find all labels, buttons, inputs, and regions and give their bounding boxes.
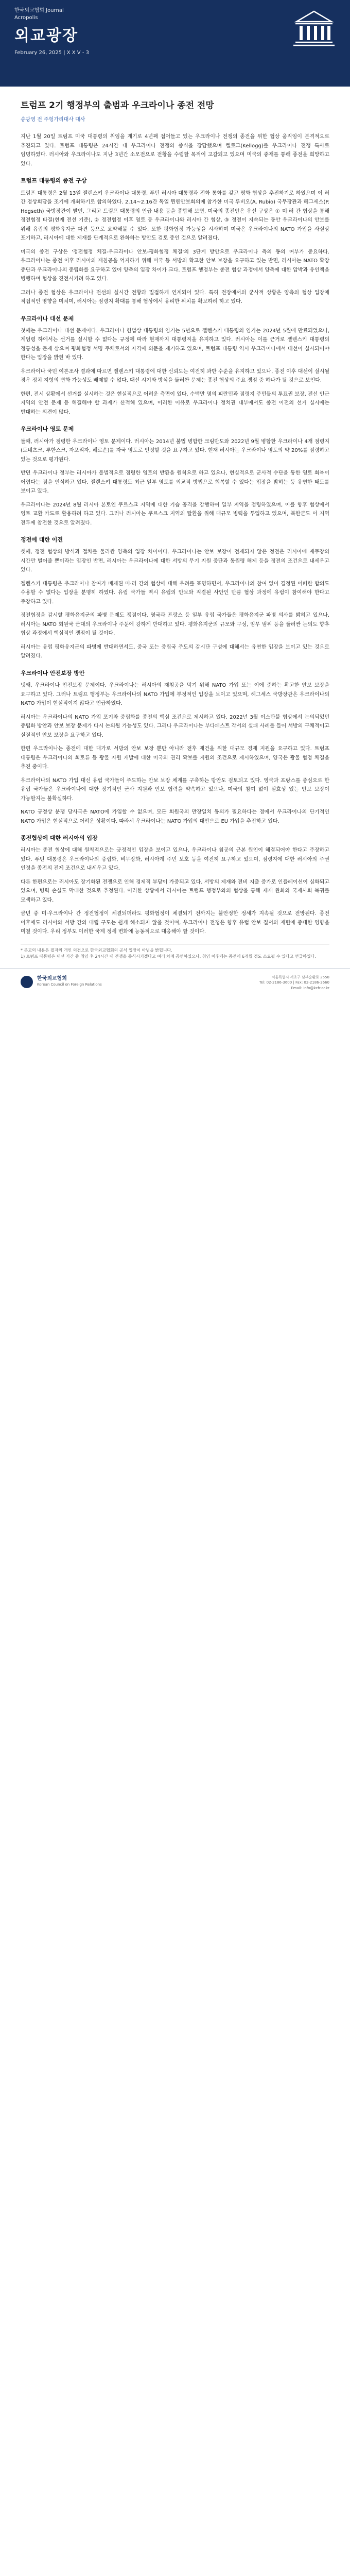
- paragraph: 우크라이나의 NATO 가입 대신 유럽 국가들이 주도하는 안보 보장 체계를 구축하는 방안도 검토되고 있다. 영국과 프랑스를 중심으로 한 유럽 국가들은 우크라이나에 대한 장기적인 군사 지원과 안보 협력을 약속하고 있으나, 미국의 참여 없이 실효성 있는 안보 보장이 가능할지는 불확실하다.: [21, 777, 329, 802]
- paragraph: 러시아는 유럽 평화유지군의 파병에 반대하면서도, 중국 또는 중립국 주도의 감시단 구성에 대해서는 유연한 입장을 보이고 있는 것으로 알려졌다.: [21, 644, 329, 659]
- journal-header: [0, 0, 350, 87]
- paragraph: 러시아는 우크라이나의 NATO 가입 포기와 중립화를 종전의 핵심 조건으로 제시하고 있다. 2022년 3월 이스탄불 협상에서 논의되었던 중립화 방안과 안보 보장 문제가 다시 논의될 가능성도 있다. 그러나 우크라이나는 부다페스트 각서의 실패 사례를 들어 서방의 구체적이고 실질적인 안보 보장을 요구하고 있다.: [21, 714, 329, 738]
- paragraph: 지난 1월 20일 트럼프 미국 대통령의 취임을 계기로 4년째 접어들고 있는 우크라이나 전쟁의 종전을 위한 협상 움직임이 본격적으로 추진되고 있다. 트럼프 대통령은 24시간 내 우크라이나 전쟁의 종식을 장담했으며 켈로그(Kellogg)를 우크라이나 전쟁 특사로 임명하였다. 러시아와 우크라이나도 지난 3년간 소모전으로 전황을 수렴할 목적이 고갈되고 있으며 미국의 중재를 통해 종전을 희망하고 있다.: [21, 134, 329, 167]
- section-heading: 우크라이나 영토 문제: [21, 426, 74, 433]
- paragraph: 미국의 종전 구상은 '정전협정 체결-우크라이나 안보-평화협정 체결'의 3단계 방안으로 우크라이나 측의 동의 여부가 중요하다. 우크라이나는 종전 이후 러시아의 재침공을 억지하기 위해 미국 등 서방의 확고한 안보 보장을 요구하고 있는 반면, 러시아는 NATO 확장 중단과 우크라이나의 중립화를 요구하고 있어 양측의 입장 차이가 크다. 트럼프 행정부는 종전 협상 과정에서 양측에 대한 압박과 유인책을 병행하며 협상을 진전시키려 하고 있다.: [21, 249, 329, 282]
- section-heading: 우크라이나 안전보장 방안: [21, 669, 85, 676]
- article-title: 트럼프 2기 행정부의 출범과 우크라이나 종전 전망: [21, 100, 214, 111]
- contact-phone: Tel: 02-2186-3600 | Fax: 02-2186-3660: [259, 980, 329, 985]
- paragraph: 금년 중 미·우크라이나 간 정전협정이 체결되더라도 평화협정이 체결되기 전까지는 불안정한 정세가 지속될 것으로 전망된다. 종전 이후에도 러시아와 서방 간의 대립 구도는 쉽게 해소되지 않을 것이며, 우크라이나 전쟁은 향후 유럽 안보 질서의 재편에 중대한 영향을 미칠 것이다. 우리 정부도 이러한 국제 정세 변화에 능동적으로 대응해야 할 것이다.: [21, 911, 329, 935]
- footnotes: [21, 944, 329, 960]
- building-pillars-icon: [293, 7, 335, 48]
- contact-address: 서울특별시 서초구 남부순환로 2558: [271, 975, 329, 979]
- paragraph: 반면 우크라이나 정부는 러시아가 불법적으로 점령한 영토의 반환을 원칙으로 하고 있으나, 현실적으로 군사적 수단을 통한 영토 회복이 어렵다는 점을 인식하고 있다. 젤렌스키 대통령도 최근 일부 영토를 외교적 방법으로 회복할 수 있다는 입장을 밝히는 등 유연한 태도를 보이고 있다.: [21, 470, 329, 495]
- section-heading: 정전에 대한 이견: [21, 536, 63, 544]
- issue-info: February 26, 2025 | X X V - 3: [14, 50, 89, 56]
- paragraph: 첫째는 우크라이나 대선 문제이다. 우크라이나 헌법상 대통령의 임기는 5년으로 젤렌스키 대통령의 임기는 2024년 5월에 만료되었으나, 계엄령 하에서는 선거를 실시할 수 없다는 규정에 따라 현재까지 대통령직을 유지하고 있다. 러시아는 이를 근거로 젤렌스키 대통령의 정통성을 문제 삼으며 평화협정 서명 주체로서의 자격에 의문을 제기하고 있으며, 트럼프 대통령 역시 우크라이나에서 대선이 실시되어야 한다는 입장을 밝힌 바 있다.: [21, 328, 329, 361]
- org-contact: [221, 975, 329, 991]
- org-name-en: Korean Council on Foreign Relations: [37, 982, 102, 987]
- org-logo-icon: [21, 976, 33, 988]
- paragraph: 한편, 전시 상황에서 선거를 실시하는 것은 현실적으로 어려운 측면이 있다. 수백만 명의 피란민과 점령지 주민들의 투표권 보장, 전선 인근 지역의 안전 문제 등 해결해야 할 과제가 산적해 있으며, 이러한 이유로 우크라이나 정치권 내부에서도 종전 이전의 선거 실시에는 반대하는 의견이 많다.: [21, 391, 329, 415]
- journal-name: 한국외교협회 Journal: [14, 8, 64, 13]
- section-heading: 종전협상에 대한 러시아의 입장: [21, 835, 98, 842]
- paragraph: 우크라이나 국민 여론조사 결과에 따르면 젤렌스키 대통령에 대한 신뢰도는 여전히 과반 수준을 유지하고 있으나, 종전 이후 대선이 실시될 경우 정치 지형의 변화 가능성도 배제할 수 없다. 대선 시기와 방식을 둘러싼 문제는 종전 협상의 주요 쟁점 중 하나가 될 것으로 보인다.: [21, 368, 329, 384]
- paragraph: 러시아는 종전 협상에 대해 원칙적으로는 긍정적인 입장을 보이고 있으나, 우크라이나 침공의 근본 원인이 해결되어야 한다고 주장하고 있다. 푸틴 대통령은 우크라이나의 중립화, 비무장화, 러시아계 주민 보호 등을 여전히 요구하고 있으며, 점령지에 대한 러시아의 주권 인정을 종전의 전제 조건으로 내세우고 있다.: [21, 848, 329, 872]
- paragraph: 넷째, 우크라이나 안전보장 문제이다. 우크라이나는 러시아의 재침공을 막기 위해 NATO 가입 또는 이에 준하는 확고한 안보 보장을 요구하고 있다. 그러나 트럼프 행정부는 우크라이나의 NATO 가입에 부정적인 입장을 보이고 있으며, 헤그세스 국방장관은 우크라이나의 NATO 가입이 현실적이지 않다고 언급하였다.: [21, 683, 329, 707]
- paragraph: 트럼프 대통령은 2월 13일 젤렌스키 우크라이나 대통령, 푸틴 러시아 대통령과 전화 통화를 갖고 평화 협상을 추진하기로 하였으며 이 러 간 정상회담을 조기에 개최하기로 합의하였다. 2.14~2.16간 독일 뮌헨안보회의에 참가한 미국 루비오(A. Rubio) 국무장관과 헤그세스(P. Hegseth) 국방장관이 발언, 그리고 트럼프 대통령의 언급 내용 등을 종합해 보면, 미국의 종전안은 우선 구상은 ① 미·러 간 협상을 통해 정전협정 타결(현재 전선 기준), ② 정전협정 이후 영토 등 우크라이나와 러시아 간 협상, ③ 정전이 지속되는 동안 우크라이나의 안보를 위해 유럽의 평화유지군 파견 등으로 요약해볼 수 있다. 또한 평화협정 가능성을 시사하며 미국은 우크라이나의 NATO 가입을 사실상 포기하고, 러시아에 대한 제재를 단계적으로 완화하는 방안도 검토 중인 것으로 알려졌다.: [21, 190, 329, 242]
- footnote: 1) 트럼프 대통령은 대선 기간 중 취임 후 24시간 내 전쟁을 종식시키겠다고 여러 차례 공언하였으나, 취임 이후에는 종전에 6개월 정도 소요될 수 있다고 언급하였다.: [21, 954, 316, 959]
- section-heading: 우크라이나 대선 문제: [21, 315, 74, 322]
- paragraph: 정전협정을 감시할 평화유지군의 파병 문제도 쟁점이다. 영국과 프랑스 등 일부 유럽 국가들은 평화유지군 파병 의사를 밝히고 있으나, 러시아는 NATO 회원국 군대의 우크라이나 주둔에 강하게 반대하고 있다. 평화유지군의 규모와 구성, 임무 범위 등을 둘러싼 논의도 향후 협상 과정에서 핵심적인 쟁점이 될 것이다.: [21, 613, 329, 637]
- contact-email: Email: info@kcfr.or.kr: [291, 986, 329, 990]
- paragraph: NATO 규정상 분쟁 당사국은 NATO에 가입할 수 없으며, 모든 회원국의 만장일치 동의가 필요하다는 점에서 우크라이나의 단기적인 NATO 가입은 현실적으로 어려운 상황이다. 따라서 우크라이나는 NATO 가입의 대안으로 EU 가입을 추진하고 있다.: [21, 809, 329, 824]
- paragraph: 젤렌스키 대통령은 우크라이나 참여가 배제된 미·러 간의 협상에 대해 우려를 표명하면서, 우크라이나의 참여 없이 결정된 어떠한 합의도 수용할 수 없다는 입장을 분명히 하였다. 유럽 국가들 역시 유럽의 안보와 직결된 사안인 만큼 협상 과정에 유럽이 참여해야 한다고 주장하고 있다.: [21, 581, 329, 605]
- journal-sub-name: Acropolis: [14, 15, 38, 21]
- paragraph: 둘째, 러시아가 점령한 우크라이나 영토 문제이다. 러시아는 2014년 불법 병합한 크림반도와 2022년 9월 병합한 우크라이나 4개 점령지(도네츠크, 루한스크, 자포리자, 헤르손)를 자국 영토로 인정할 것을 요구하고 있다. 현재 러시아는 우크라이나 영토의 약 20%를 점령하고 있는 것으로 평가된다.: [21, 438, 329, 463]
- article-content: [0, 87, 350, 960]
- paragraph: 다른 한편으로는 러시아도 장기화된 전쟁으로 인해 경제적 부담이 가중되고 있다. 서방의 제재와 전비 지출 증가로 인플레이션이 심화되고 있으며, 병력 손실도 막대한 것으로 추정된다. 이러한 상황에서 러시아는 트럼프 행정부와의 협상을 통해 제재 완화와 국제사회 복귀를 모색하고 있다.: [21, 879, 329, 903]
- article-body: [21, 132, 329, 937]
- footnote: * 본고의 내용은 필자의 개인 의견으로 한국외교협회의 공식 입장이 아님을 밝힙니다.: [21, 947, 172, 953]
- article-author: 송광영 전 주헝가리대사 대사: [21, 116, 85, 123]
- section-heading: 트럼프 대통령의 종전 구상: [21, 177, 87, 184]
- paragraph: 그러나 종전 협상은 우크라이나 전선의 실시간 전황과 밀접하게 연계되어 있다. 특히 전장에서의 군사적 상황은 양측의 협상 입장에 직접적인 영향을 미치며, 러시아는 점령지 확대를 통해 협상에서 유리한 위치를 확보하려 하고 있다.: [21, 290, 329, 305]
- paragraph: 셋째, 정전 협상의 방식과 절차를 둘러싼 양측의 입장 차이이다. 우크라이나는 안보 보장이 전제되지 않은 정전은 러시아에 재무장의 시간만 벌어줄 뿐이라는 입장인 반면, 러시아는 우크라이나에 대한 서방의 무기 지원 중단과 동원령 해제 등을 정전의 조건으로 내세우고 있다.: [21, 549, 329, 573]
- paragraph: 한편 우크라이나는 종전에 대한 대가로 서방의 안보 보장 뿐만 아니라 전후 재건을 위한 대규모 경제 지원을 요구하고 있다. 트럼프 대통령은 우크라이나의 희토류 등 광물 자원 개발에 대한 미국의 권리 확보를 지원의 조건으로 제시하였으며, 양국은 광물 협정 체결을 추진 중이다.: [21, 746, 329, 770]
- org-name: 한국외교협회: [37, 975, 67, 981]
- paragraph: 우크라이나는 2024년 8월 러시아 본토인 쿠르스크 지역에 대한 기습 공격을 감행하여 일부 지역을 점령하였으며, 이를 향후 협상에서 영토 교환 카드로 활용하려 하고 있다. 그러나 러시아는 쿠르스크 지역의 탈환을 위해 대규모 병력을 투입하고 있으며, 북한군도 이 지역 전투에 참전한 것으로 알려졌다.: [21, 502, 329, 526]
- page-footer: [0, 968, 350, 996]
- journal-title: 외교광장: [14, 27, 78, 45]
